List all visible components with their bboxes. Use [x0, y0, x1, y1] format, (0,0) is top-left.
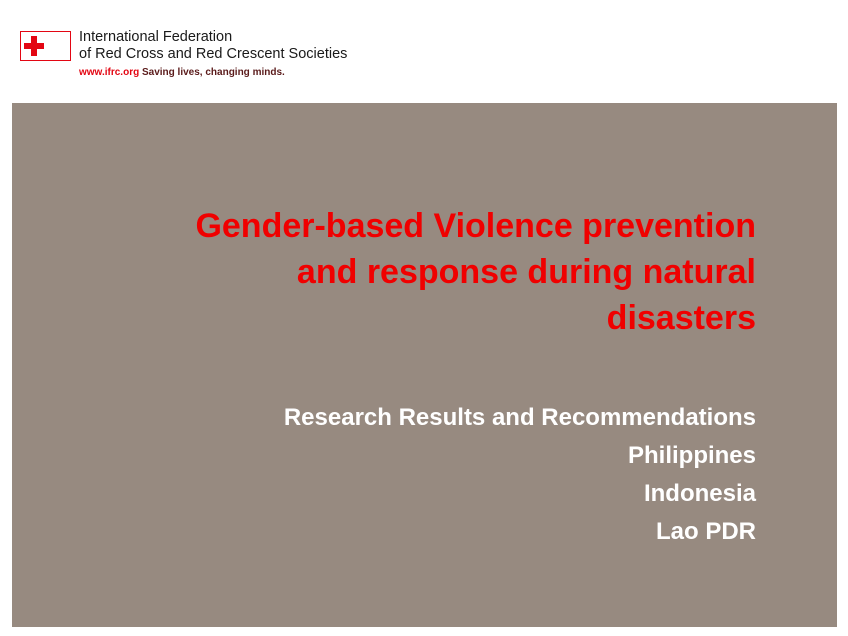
slide-title-line: and response during natural: [296, 253, 756, 291]
slide-title-line: Gender-based Violence prevention: [195, 207, 756, 245]
tagline: [79, 66, 285, 79]
red-cross-red-crescent-icon: [20, 31, 71, 61]
subtitle-country: Lao PDR: [655, 518, 756, 545]
slide-title: [56, 203, 756, 341]
subtitle-country: Philippines: [627, 442, 756, 469]
title-panel: [12, 103, 837, 627]
website-url: www.ifrc.org: [79, 67, 140, 78]
motto: Saving lives, changing minds.: [141, 67, 285, 78]
header: [0, 0, 848, 103]
org-name-line-1: International Federation: [79, 29, 233, 45]
slide-subtitle: [56, 399, 756, 551]
slide-title-line: disasters: [606, 299, 756, 337]
subtitle-line: Research Results and Recommendations: [283, 404, 756, 431]
org-name-line-2: of Red Cross and Red Crescent Societies: [79, 46, 348, 62]
subtitle-country: Indonesia: [643, 480, 756, 507]
